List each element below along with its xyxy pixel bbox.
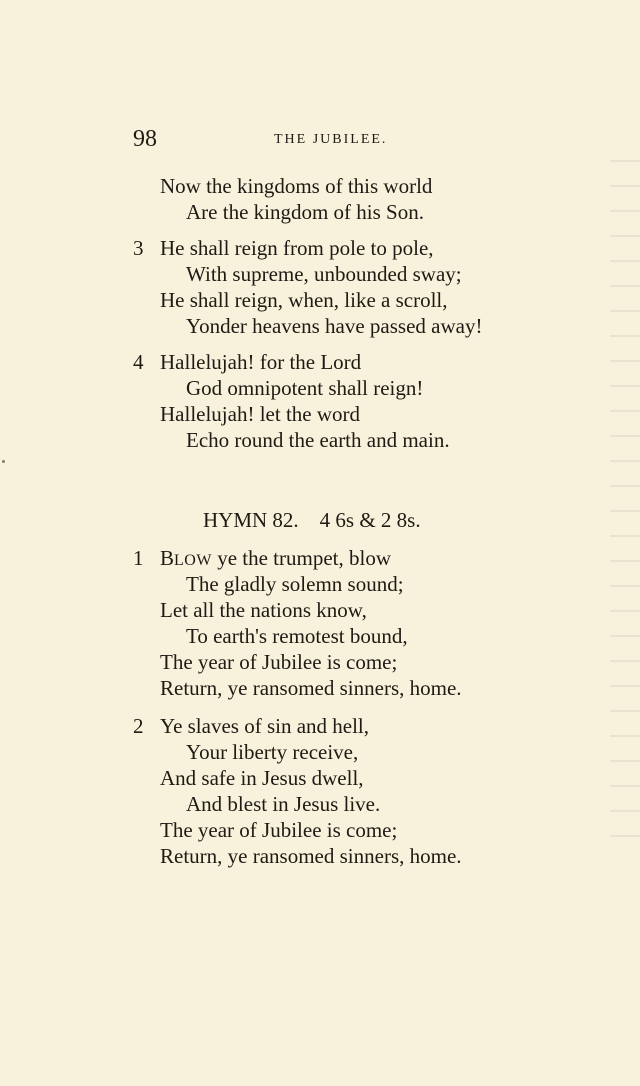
verse-line: Hallelujah! for the Lord: [160, 350, 362, 374]
hymn-number: HYMN 82.: [203, 508, 299, 532]
verse-line: To earth's remotest bound,: [186, 624, 408, 648]
margin-mark: [2, 460, 5, 463]
verse-line: The year of Jubilee is come;: [160, 650, 398, 674]
verse-line: The year of Jubilee is come;: [160, 818, 398, 842]
drop-initial: B: [160, 546, 175, 570]
verse-line: Return, ye ransomed sinners, home.: [160, 676, 462, 700]
verse-line: Yonder heavens have passed away!: [186, 314, 483, 338]
verse-line: Let all the nations know,: [160, 598, 367, 622]
page-number: 98: [133, 126, 157, 152]
verse-line: The gladly solemn sound;: [186, 572, 404, 596]
verse-line: Your liberty receive,: [186, 740, 359, 764]
verse-line: Ye slaves of sin and hell,: [160, 714, 370, 738]
hymn-meter: 4 6s & 2 8s.: [319, 508, 421, 532]
verse-line: Hallelujah! let the word: [160, 402, 361, 426]
verse-line: Now the kingdoms of this world: [160, 174, 433, 198]
verse-line: He shall reign, when, like a scroll,: [160, 288, 448, 312]
verse-number: 2: [133, 714, 144, 738]
verse-line: And blest in Jesus live.: [186, 792, 381, 816]
small-caps-word: LOW: [174, 552, 212, 569]
verse-number: 3: [133, 236, 144, 260]
verse-line: God omnipotent shall reign!: [186, 376, 424, 400]
verse-line: And safe in Jesus dwell,: [160, 766, 364, 790]
bleed-through-shadow: [610, 160, 640, 860]
verse-number: 4: [133, 350, 144, 374]
verse-line: Echo round the earth and main.: [186, 428, 450, 452]
verse-line: Are the kingdom of his Son.: [186, 200, 424, 224]
first-line-rest: ye the trumpet, blow: [211, 546, 391, 570]
verse-line: Return, ye ransomed sinners, home.: [160, 844, 462, 868]
verse-number: 1: [133, 546, 144, 570]
running-head: THE JUBILEE.: [274, 132, 388, 147]
verse-line: [160, 548, 391, 569]
hymn-title: [203, 510, 421, 531]
verse-line: He shall reign from pole to pole,: [160, 236, 434, 260]
verse-line: With supreme, unbounded sway;: [186, 262, 462, 286]
